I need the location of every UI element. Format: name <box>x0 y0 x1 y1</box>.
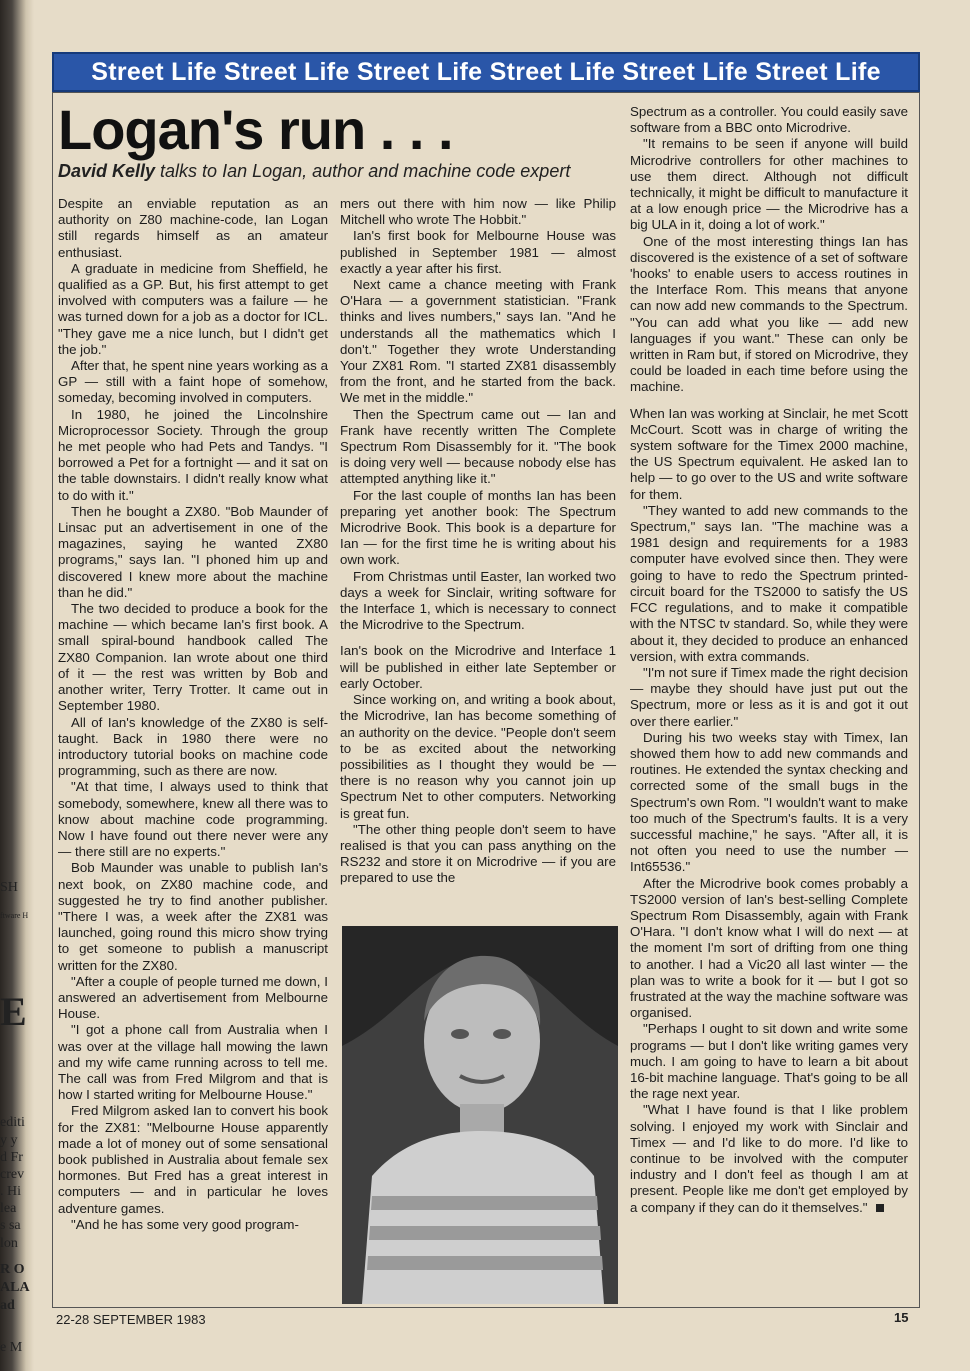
paragraph-text: "What I have found is that I like problem solving. I enjoyed my work with Sinclair and Timex — and I'd like to do more. I'd like to continue to be involved with the computer industry and I don't feel as though I am at present. People like me don't get employed by a company if they can do it themselves." <box>630 1102 908 1215</box>
paragraph: Spectrum as a controller. You could easily save software from a BBC onto Microdrive. <box>630 104 908 136</box>
paragraph: Ian's book on the Microdrive and Interface 1 will be published in either late September or early October. <box>340 643 616 691</box>
paragraph: After that, he spent nine years working as a GP — still with a faint hope of somehow, someday, becoming involved in computers. <box>58 358 328 406</box>
paragraph: A graduate in medicine from Sheffield, he qualified as a GP. But, his first attempt to get involved with computers was a failure — he was turned down for a job as a doctor for ICL. "They gave me a nice lunch, but I didn't get the job." <box>58 260 328 357</box>
paragraph: The two decided to produce a book for the machine — which became Ian's first book. A small spiral-bound handbook called The ZX80 Companion. Ian wrote about one third of it — the rest was written by Bob and another writer, Terry Trotter. It came out in September 1980. <box>58 601 328 714</box>
paragraph: "They wanted to add new commands to the Spectrum," says Ian. "The machine was a 1981 design and requirements for a 1983 computer have evolved since then. They were going to have to redo the Spectrum printed-circuit board for the TS2000 to satisfy the US FCC regulations, and to make it compatible with the NTSC tv standard. So, while they were about it, they decided to produce an enhanced version, with extra commands. <box>630 502 908 664</box>
paragraph: "I got a phone call from Australia when I was over at the village hall mowing the lawn and my wife came running across to tell me. The call was from Fred Milgrom and that is how I started writing for Melbourne House." <box>58 1022 328 1103</box>
spine-fragment: SH <box>0 880 18 895</box>
spine-fragment: lea <box>0 1201 17 1216</box>
paragraph: In 1980, he joined the Lincolnshire Microprocessor Society. Through the group he met people who had Pets and Tandys. "I borrowed a Pet for a fortnight — and it sat on the table downstairs. I didn't really know what to do with it." <box>58 406 328 503</box>
article-column-2 <box>340 196 616 887</box>
spine-fragment: R O <box>0 1262 25 1277</box>
spine-fragment: ad <box>0 1298 15 1313</box>
page-number: 15 <box>894 1310 909 1325</box>
article-headline: Logan's run . . . <box>58 98 453 161</box>
paragraph: After the Microdrive book comes probably a TS2000 version of Ian's best-selling Complete Spectrum Rom Disassembly, again with Frank O'Hara. "I don't know what I will do next — at the moment I'm sort of drifting from one thing to another. I had a Vic20 all last winter — the plan was to write a book for it — but I got so frustrated at the way the machine software was organised. <box>630 875 908 1021</box>
spine-fragment: ALA <box>0 1280 30 1295</box>
standfirst-text: talks to Ian Logan, author and machine code expert <box>155 161 571 181</box>
paragraph: "It remains to be seen if anyone will build Microdrive controllers for other machines to use them direct. Although not difficult technically, it might be difficult to manufacture it at a low enough price — the Microdrive has a big ULA in it, doing a lot of work." <box>630 136 908 233</box>
paragraph: Ian's first book for Melbourne House was published in September 1981 — almost exactly a year after his first. <box>340 228 616 276</box>
paragraph: When Ian was working at Sinclair, he met Scott McCourt. Scott was in charge of writing the system software for the Timex 2000 machine, the US Spectrum equivalent. He asked Ian to help — to go over to the US and write software for them. <box>630 405 908 502</box>
spine-fragment: d Fr <box>0 1150 23 1165</box>
paragraph: "I'm not sure if Timex made the right decision — maybe they should have just put out the Spectrum, more or less as it is and got it out over there earlier." <box>630 664 908 729</box>
end-of-article-mark <box>876 1204 884 1212</box>
article-standfirst <box>58 160 618 182</box>
spine-fragment: ftware H <box>0 911 29 920</box>
spine-fragment: y y <box>0 1133 18 1148</box>
paragraph: One of the most interesting things Ian has discovered is the existence of a set of software 'hooks' to enable users to access routines in the Interface Rom. This means that anyone can now add new commands to the Spectrum. "You can add what you like — add new languages if you want." These can only be written in Ram but, if stored on Microdrive, they could be loaded in each time before using the machine. <box>630 233 908 395</box>
magazine-page <box>42 48 922 1338</box>
article-column-1 <box>58 196 328 1233</box>
paragraph: During his two weeks stay with Timex, Ian showed them how to add new commands and routines. He extended the syntax checking and corrected some of the small bugs in the Spectrum's own Rom. "I wouldn't want to make too much of the Spectrum's faults. It is a very successful machine," he says. "After all, it is not often you need to use the number — Int65536." <box>630 729 908 875</box>
spine-fragment: editi <box>0 1115 25 1130</box>
paragraph: Then he bought a ZX80. "Bob Maunder of Linsac put an advertisement in one of the magazines, saying he wanted ZX80 programs," says Ian. "I phoned him up and discovered I knew more about the machine than he did." <box>58 503 328 600</box>
paragraph: Despite an enviable reputation as an authority on Z80 machine-code, Ian Logan still regards himself as an amateur enthusiast. <box>58 196 328 260</box>
spine-fragment: e M <box>0 1340 23 1355</box>
paragraph: All of Ian's knowledge of the ZX80 is self-taught. Back in 1980 there were no introductory tutorial books on machine code programming, such as there are now. <box>58 714 328 779</box>
paragraph: Bob Maunder was unable to publish Ian's next book, on ZX80 machine code, and suggested he try to find another publisher. "There I was, a week after the ZX81 was launched, going round this micro show trying to get someone to publish a manuscript written for the ZX80. <box>58 860 328 973</box>
paragraph: "After a couple of people turned me down, I answered an advertisement from Melbourne House. <box>58 973 328 1022</box>
article-column-3 <box>630 104 908 1216</box>
issue-date: 22-28 SEPTEMBER 1983 <box>56 1312 206 1327</box>
paragraph <box>630 1102 908 1215</box>
author-name: David Kelly <box>58 161 156 181</box>
paragraph: For the last couple of months Ian has been preparing yet another book: The Spectrum Microdrive Book. This book is a departure for Ian — for the first time he is writing about his own work. <box>340 487 616 568</box>
spine-fragment: . Hi <box>0 1184 21 1199</box>
spine-fragment: s sa <box>0 1218 21 1233</box>
portrait-illustration <box>342 926 618 1304</box>
paragraph: mers out there with him now — like Philip Mitchell who wrote The Hobbit." <box>340 196 616 228</box>
section-banner: Street Life Street Life Street Life Street Life Street Life Street Life <box>52 52 920 92</box>
paragraph: "At that time, I always used to think that somebody, somewhere, knew all there was to know about machine code programming. Now I have found out there never were any — there still are no experts." <box>58 779 328 860</box>
paragraph: "Perhaps I ought to sit down and write some programs — but I don't like writing games very much. I am going to have to learn a bit about 16-bit machine language. That's going to be all the rage next year. <box>630 1021 908 1102</box>
paragraph: Fred Milgrom asked Ian to convert his book for the ZX81: "Melbourne House apparently made a lot of money out of some sensational book published in Australia about female sex hormones. But Fred has a great interest in computers — and in particular he loves adventure games. <box>58 1103 328 1216</box>
spine-fragment: E <box>0 990 27 1034</box>
paragraph: "And he has some very good program- <box>71 1216 299 1232</box>
paragraph: Since working on, and writing a book about, the Microdrive, Ian has become something of an authority on the device. "People don't seem to be as excited about the networking possibilities as I thought they would be — there is no reason why you cannot join up Spectrum Net to other computers. Networking is great fun. <box>340 692 616 821</box>
spine-fragment: lon <box>0 1236 18 1251</box>
paragraph: Next came a chance meeting with Frank O'Hara — a government statistician. "Frank thinks and lives numbers," says Ian. "And he understands all the mathematics which I don't." Together they wrote Understanding Your ZX81 Rom. "I started ZX81 disassembly from the front, and he started from the back. We met in the middle." <box>340 277 616 406</box>
spine-fragment: crev <box>0 1167 25 1182</box>
portrait-photo <box>342 926 618 1304</box>
paragraph: Then the Spectrum came out — Ian and Frank have recently written The Complete Spectrum Rom Disassembly for it. "The book is doing very well — because nobody else has attempted anything like it." <box>340 406 616 487</box>
paragraph: From Christmas until Easter, Ian worked two days a week for Sinclair, writing software for the Interface 1, which is necessary to connect the Microdrive to the Spectrum. <box>340 568 616 633</box>
paragraph: "The other thing people don't seem to have realised is that you can pass anything on the RS232 and store it on Microdrive — if you are prepared to use the <box>340 821 616 886</box>
